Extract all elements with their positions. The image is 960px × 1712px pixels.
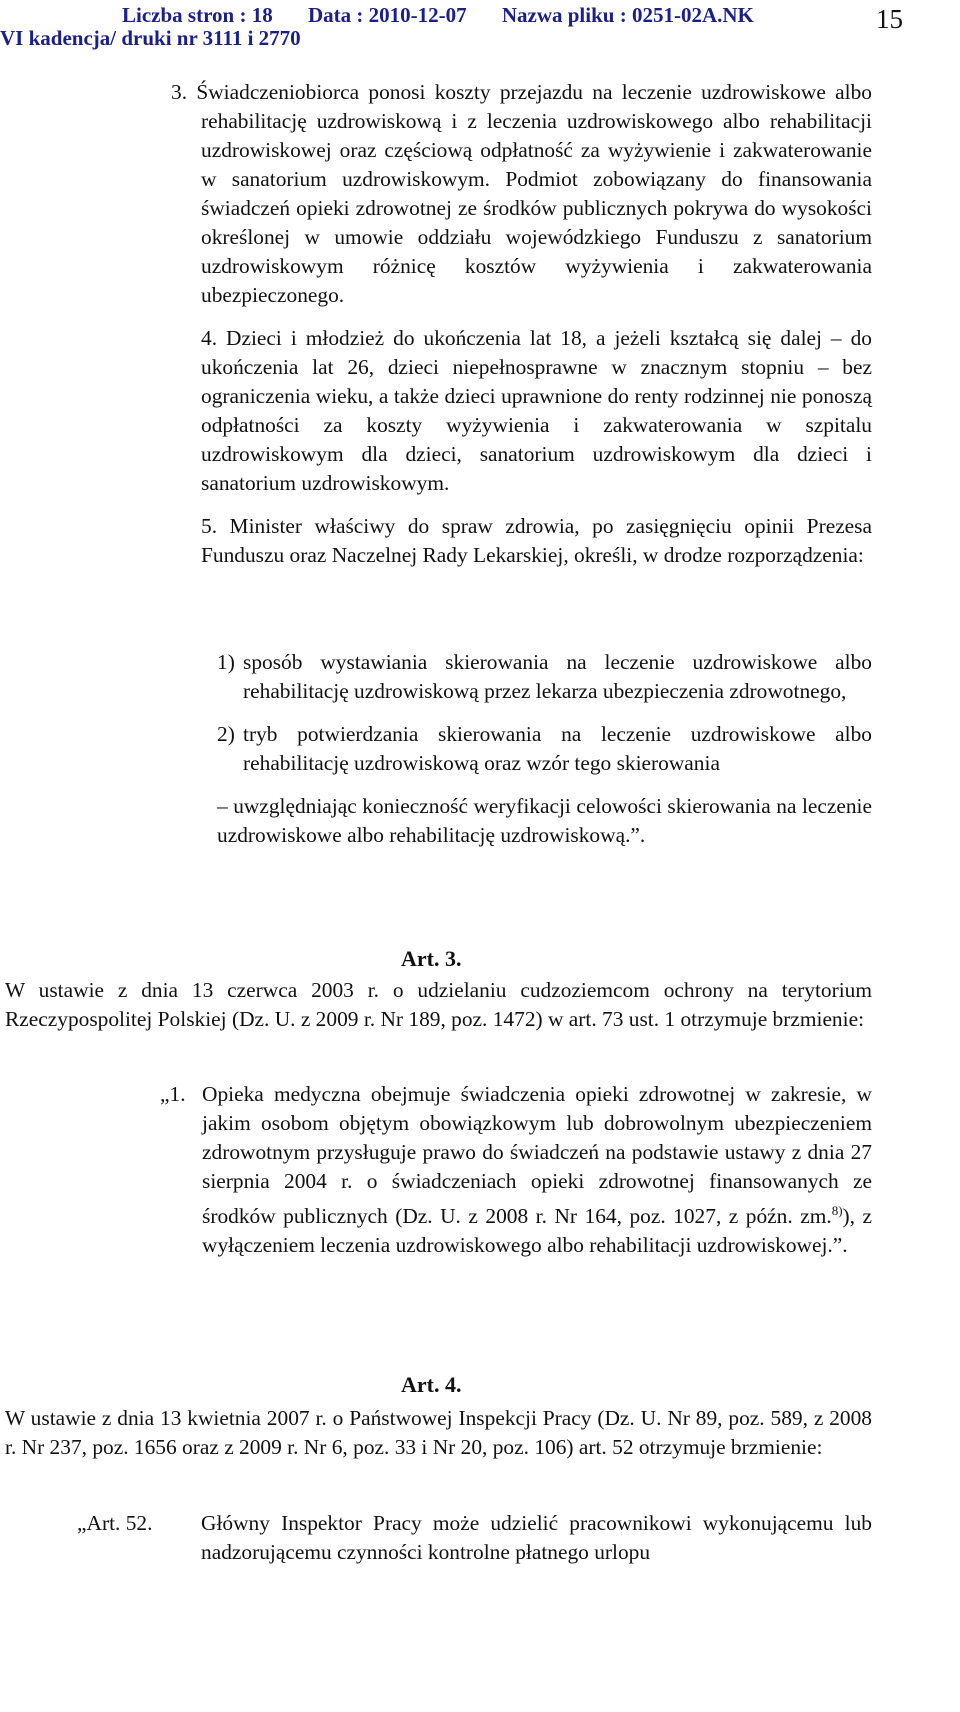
quote-text: Opieka medyczna obejmuje świadczenia opieki zdrowotnej w zakresie, w jakim osobom objętym obowiązkowym lub dobrowolnym ubezpieczeniem zdrowotnym przysługuje prawo do świadczeń na podstawie ustawy z dnia 27 sierpnia 2004 r. o świadczeniach opieki zdrowotnej finansowanych ze środków publicznych (Dz. U. z 2008 r. Nr 164, poz. 1027, z późn. zm.$^{8)}$), z wyłączeniem leczenia uzdrowiskowego albo rehabilitacji uzdrowiskowej.”. bbox=[202, 1082, 872, 1258]
page-count: Liczba stron : 18 bbox=[122, 3, 273, 27]
footnote-marker: 8) bbox=[831, 1203, 843, 1218]
article-4-heading: Art. 4. bbox=[401, 1372, 462, 1397]
paragraph-4: 4. Dzieci i młodzież do ukończenia lat 18, a jeżeli kształcą się dalej – do ukończenia lat 26, dzieci niepełnosprawne w znacznym stopniu – bez ograniczenia wieku, a także dzieci uprawnione do renty rodzinnej nie ponoszą odpłatności za koszty wyżywienia i zakwaterowania w szpitalu uzdrowiskowym dla dzieci, sanatorium uzdrowiskowym dla dzieci i sanatorium uzdrowiskowym. bbox=[201, 326, 872, 495]
article-4-quote bbox=[77, 1509, 872, 1567]
list-item: 2) tryb potwierdzania skierowania na leczenie uzdrowiskowe albo rehabilitację uzdrowiskową oraz wzór tego skierowania bbox=[217, 720, 872, 778]
quote-number: „1. bbox=[160, 1082, 186, 1106]
header-row bbox=[122, 3, 784, 28]
closing-clause: – uwzględniając konieczność weryfikacji celowości skierowania na leczenie uzdrowiskowe albo rehabilitację uzdrowiskową.”. bbox=[217, 794, 872, 847]
document-date: Data : 2010-12-07 bbox=[307, 3, 467, 27]
article-3-intro: W ustawie z dnia 13 czerwca 2003 r. o udzielaniu cudzoziemcom ochrony na terytorium Rzeczypospolitej Polskiej (Dz. U. z 2009 r. Nr 189, poz. 1472) w art. 73 ust. 1 otrzymuje brzmienie: bbox=[5, 978, 872, 1031]
article-3-heading: Art. 3. bbox=[401, 946, 462, 971]
kadencja-line: VI kadencja/ druki nr 3111 i 2770 bbox=[0, 26, 301, 50]
paragraph-3: 3. Świadczeniobiorca ponosi koszty przejazdu na leczenie uzdrowiskowe albo rehabilitację uzdrowiskową i z leczenia uzdrowiskowego albo rehabilitacji uzdrowiskowej oraz częściową odpłatność za wyżywienie i zakwaterowanie w sanatorium uzdrowiskowym. Podmiot zobowiązany do finansowania świadczeń opieki zdrowotnej ze środków publicznych pokrywa do wysokości określonej w umowie oddziału wojewódzkiego Funduszu z sanatorium uzdrowiskowym różnicę kosztów wyżywienia i zakwaterowania ubezpieczonego. bbox=[171, 80, 872, 307]
quote-text: Główny Inspektor Pracy może udzielić pracownikowi wykonującemu lub nadzorującemu czynności kontrolne płatnego urlopu bbox=[201, 1511, 872, 1564]
list-item-text: sposób wystawiania skierowania na leczenie uzdrowiskowe albo rehabilitację uzdrowiskową przez lekarza ubezpieczenia zdrowotnego, bbox=[243, 650, 872, 703]
art2-paragraphs bbox=[171, 78, 872, 584]
list-item: 1) sposób wystawiania skierowania na leczenie uzdrowiskowe albo rehabilitację uzdrowiskową przez lekarza ubezpieczenia zdrowotnego, bbox=[217, 648, 872, 706]
article-4-intro: W ustawie z dnia 13 kwietnia 2007 r. o Państwowej Inspekcji Pracy (Dz. U. Nr 89, poz. 589, z 2008 r. Nr 237, poz. 1656 oraz z 2009 r. Nr 6, poz. 33 i Nr 20, poz. 106) art. 52 otrzymuje brzmienie: bbox=[5, 1406, 872, 1459]
quote-number: „Art. 52. bbox=[77, 1511, 153, 1535]
page-number: 15 bbox=[876, 4, 903, 34]
paragraph-5: 5. Minister właściwy do spraw zdrowia, po zasięgnięciu opinii Prezesa Funduszu oraz Naczelnej Rady Lekarskiej, określi, w drodze rozporządzenia: bbox=[201, 514, 872, 567]
regulation-list bbox=[217, 648, 872, 864]
list-item-text: tryb potwierdzania skierowania na leczenie uzdrowiskowe albo rehabilitację uzdrowiskową oraz wzór tego skierowania bbox=[243, 722, 872, 775]
file-name: Nazwa pliku : 0251-02A.NK bbox=[501, 3, 754, 27]
article-3-quote bbox=[160, 1080, 872, 1260]
